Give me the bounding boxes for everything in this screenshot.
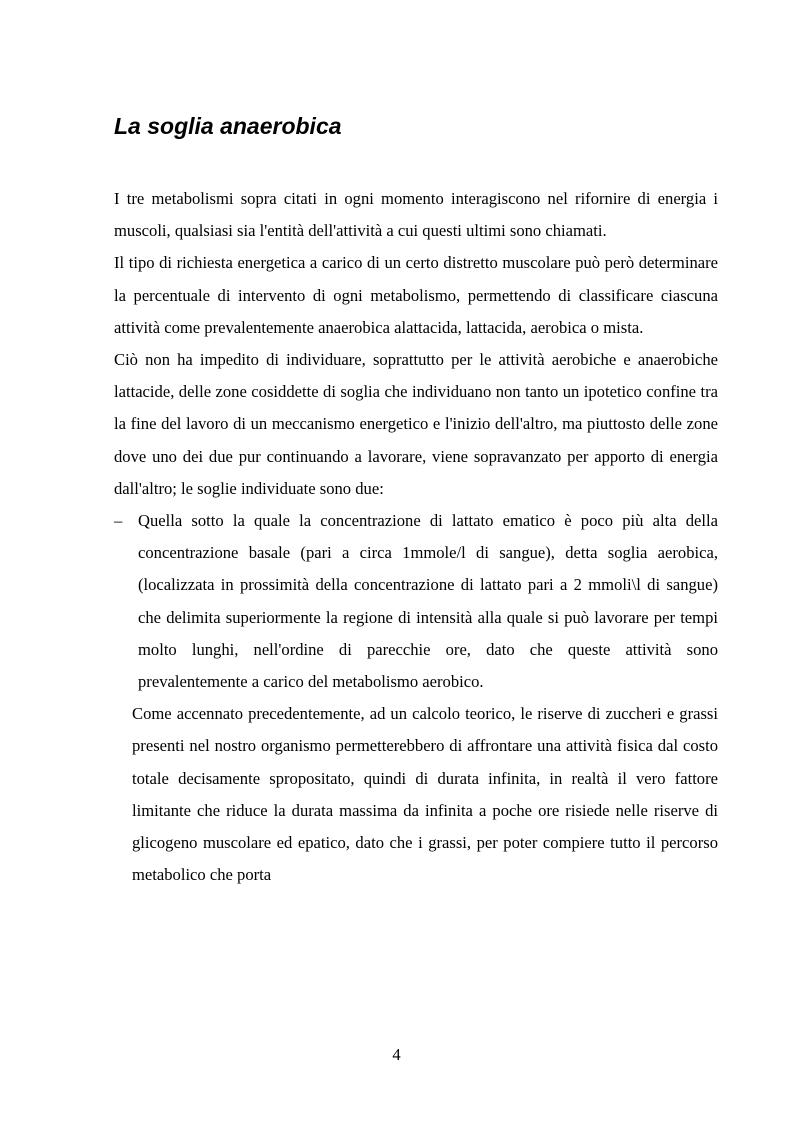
paragraph-energy-demand: Il tipo di richiesta energetica a carico di un certo distretto muscolare può però determinare la percentuale di intervento di ogni metabolismo, permettendo di classificare ciascuna attività come prevalentemente anaerobica alattacida, lattacida, aerobica o mista.	[114, 253, 718, 337]
page-number: 4	[392, 1045, 401, 1064]
paragraph-continuation: Come accennato precedentemente, ad un calcolo teorico, le riserve di zuccheri e grassi presenti nel nostro organismo permetterebbero di affrontare una attività fisica dal costo totale decisamente spropositato, quindi di durata infinita, in realtà il vero fattore limitante che riduce la durata massima da infinita a poche ore risiede nelle riserve di glicogeno muscolare ed epatico, dato che i grassi, per poter compiere tutto il percorso metabolico che porta	[132, 704, 718, 885]
list-item-text: Quella sotto la quale la concentrazione di lattato ematico è poco più alta della concentrazione basale (pari a circa 1mmole/l di sangue), detta soglia aerobica, (localizzata in prossimità della concentrazione di lattato pari a 2 mmoli\l di sangue) che delimita superiormente la regione di intensità alla quale si può lavorare per tempi molto lunghi, nell'ordine di parecchie ore, dato che queste attività sono prevalentemente a carico del metabolismo aerobico.	[138, 511, 718, 692]
threshold-list	[114, 505, 718, 698]
paragraph-thresholds: Ciò non ha impedito di individuare, soprattutto per le attività aerobiche e anaerobiche lattacide, delle zone cosiddette di soglia che individuano non tanto un ipotetico confine tra la fine del lavoro di un meccanismo energetico e l'inizio dell'altro, ma piuttosto delle zone dove uno dei due pur continuando a lavorare, viene sopravanzato per apporto di energia dall'altro; le soglie individuate sono due:	[114, 350, 718, 498]
body-text	[114, 183, 718, 891]
dash-bullet-icon: –	[114, 511, 123, 531]
list-item	[114, 505, 718, 698]
paragraph-intro: I tre metabolismi sopra citati in ogni momento interagiscono nel rifornire di energia i muscoli, qualsiasi sia l'entità dell'attività a cui questi ultimi sono chiamati.	[114, 189, 718, 241]
page-title: La soglia anaerobica	[114, 113, 342, 139]
